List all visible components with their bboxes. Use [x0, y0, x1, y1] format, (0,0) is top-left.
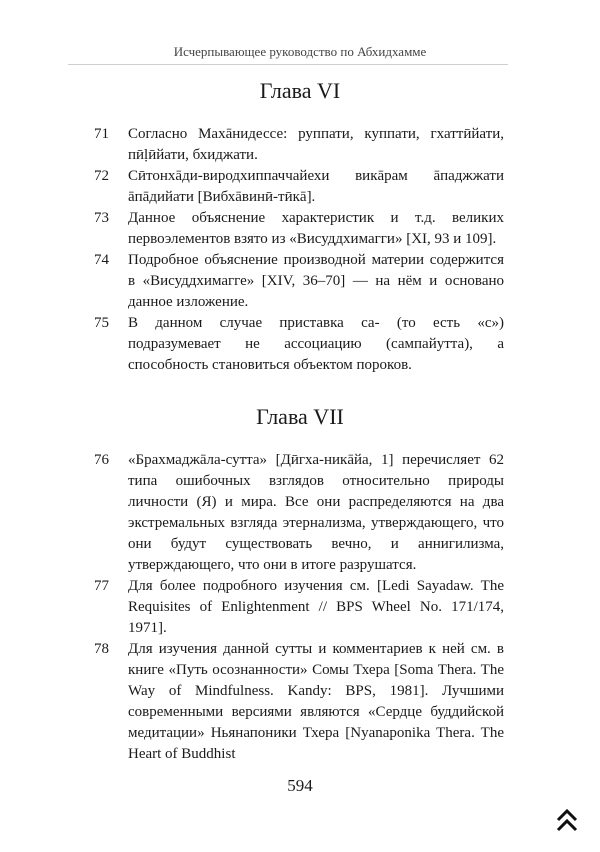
note-78 — [94, 639, 504, 765]
note-number: 72 — [94, 168, 109, 184]
chapter-title-7: Глава VII — [256, 404, 344, 429]
chapter-title-6: Глава VI — [259, 78, 341, 103]
running-head: Исчерпывающее руководство по Абхидхамме — [173, 44, 427, 59]
note-71 — [94, 124, 504, 166]
note-text: Для изучения данной сутты и комментариев к ней см. в книге «Путь осознанности» Сомы Тхера [Soma Thera. The Way of Mindfulness. Kandy: BPS, 1981]. Лучшими современными версиями являются «Сердце буддийской медитации» Ньянапоники Тхера [Nyanaponika Thera. The Heart of Buddhist — [128, 641, 504, 762]
note-number: 74 — [94, 252, 109, 268]
double-chevron-up-icon — [555, 808, 579, 834]
note-73 — [94, 208, 504, 250]
note-75 — [94, 313, 504, 376]
page-number: 594 — [287, 776, 313, 795]
header-rule — [68, 64, 508, 65]
note-text: Согласно Махāнидессе: руппати, куппати, гхаттӣйати, пӣḷӣйати, бхиджати. — [128, 126, 504, 163]
note-text: Данное объяснение характеристик и т.д. великих первоэлементов взято из «Висуддхимагги» [XI, 93 и 109]. — [128, 210, 504, 247]
note-number: 76 — [94, 452, 109, 468]
note-77 — [94, 576, 504, 639]
note-number: 77 — [94, 578, 109, 594]
scroll-to-top-button[interactable] — [555, 808, 579, 834]
notes-chapter-6 — [94, 124, 504, 376]
note-number: 71 — [94, 126, 109, 142]
note-number: 75 — [94, 315, 109, 331]
note-text: «Брахмаджāла-сутта» [Дӣгха-никāйа, 1] перечисляет 62 типа ошибочных взглядов относительно природы личности (Я) и мира. Все они распределяются на два экстремальных взгляда этернализма, утверждающего, что они будут существовать вечно, и аннигилизма, утверждающего, что они в итоге разрушатся. — [128, 452, 504, 573]
note-number: 78 — [94, 641, 109, 657]
note-text: В данном случае приставка са- (то есть «с») подразумевает не ассоциацию (сампайутта), а способность становиться объектом пороков. — [128, 315, 504, 373]
notes-chapter-7 — [94, 450, 504, 765]
note-number: 73 — [94, 210, 109, 226]
note-text: Подробное объяснение производной материи содержится в «Висуддхимагге» [XIV, 36–70] — на нём и основано данное изложение. — [128, 252, 504, 310]
note-72 — [94, 166, 504, 208]
note-74 — [94, 250, 504, 313]
note-text: Для более подробного изучения см. [Ledi Sayadaw. The Requisites of Enlightenment // BPS Wheel No. 171/174, 1971]. — [128, 578, 504, 636]
note-76 — [94, 450, 504, 576]
note-text: Сӣтонхāди-виродхиппаччайехи викāрам āпаджжати āпāдийати [Вибхāвинӣ-тӣкā]. — [128, 168, 504, 205]
